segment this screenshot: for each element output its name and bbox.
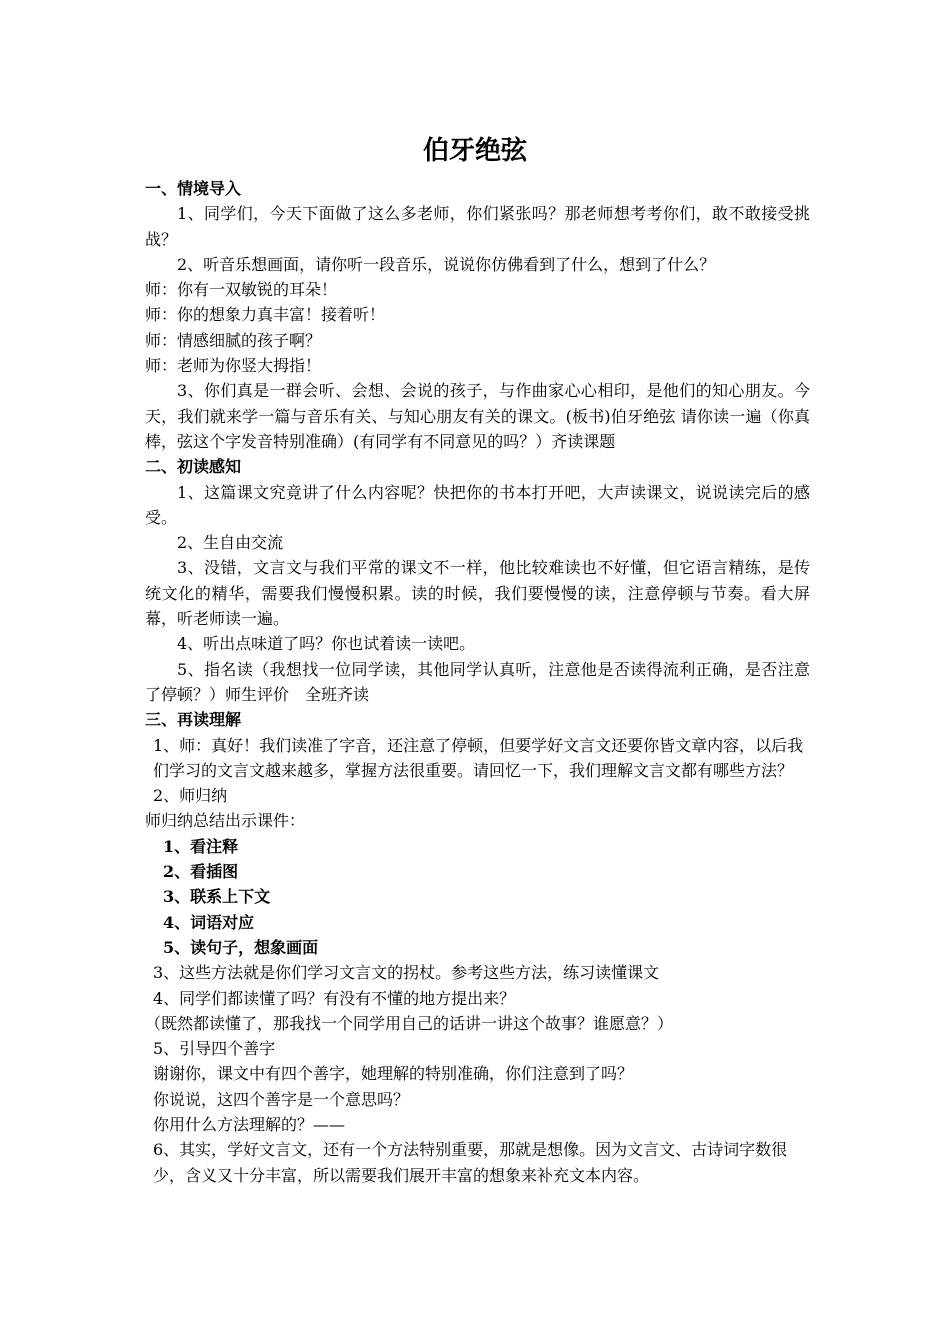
section-heading: 三、再读理解: [145, 710, 242, 730]
paragraph: 2、师归纳: [153, 786, 228, 806]
paragraph: 1、这篇课文究竟讲了什么内容呢？快把你的书本打开吧，大声读课文，说说读完后的感受。: [145, 482, 810, 527]
paragraph: 师：你有一双敏锐的耳朵！: [145, 280, 338, 300]
paragraph: 4、听出点味道了吗？你也试着读一读吧。: [177, 634, 476, 654]
section-heading: 一、情境导入: [145, 179, 242, 198]
paragraph: 4、同学们都读懂了吗？有没有不懂的地方提出来？: [153, 988, 516, 1008]
method-item: 2、看插图: [163, 862, 239, 882]
paragraph: 1、师：真好！我们读准了字音，还注意了停顿，但要学好文言文还要你皆文章内容，以后我们学习的文言文越来越多，掌握方法很重要。请回忆一下，我们理解文言文都有哪些方法？: [153, 735, 804, 780]
paragraph: 3、你们真是一群会听、会想、会说的孩子，与作曲家心心相印，是他们的知心朋友。今天，我们就来学一篇与音乐有关、与知心朋友有关的课文。(板书)伯牙绝弦 请你读一遍（你真棒，弦这个字发音特别准确）(有同学有不同意见的吗？）齐读课题: [145, 381, 810, 451]
paragraph: 2、生自由交流: [177, 533, 284, 553]
paragraph: 3、没错，文言文与我们平常的课文不一样，他比较难读也不好懂，但它语言精练，是传统文化的精华，需要我们慢慢积累。读的时候，我们要慢慢的读，注意停顿与节奏。看大屏幕，听老师读一遍。: [145, 558, 810, 629]
method-item: 4、词语对应: [163, 912, 255, 932]
paragraph: 师归纳总结出示课件：: [145, 811, 306, 831]
paragraph: 5、引导四个善字: [153, 1039, 276, 1059]
document-body: [145, 176, 810, 1188]
paragraph: 师：情感细腻的孩子啊？: [145, 330, 322, 350]
paragraph: 你用什么方法理解的？——: [153, 1114, 346, 1134]
paragraph: 1、同学们，今天下面做了这么多老师，你们紧张吗？那老师想考考你们，敢不敢接受挑战？: [145, 204, 810, 249]
paragraph: 2、听音乐想画面，请你听一段音乐，说说你仿佛看到了什么，想到了什么？: [177, 254, 716, 274]
paragraph: 你说说，这四个善字是一个意思吗？: [153, 1089, 410, 1109]
method-item: 1、看注释: [163, 836, 239, 856]
method-item: 3、联系上下文: [163, 887, 271, 907]
method-item: 5、读句子，想象画面: [163, 937, 319, 957]
paragraph: 6、其实，学好文言文，还有一个方法特别重要，那就是想像。因为文言文、古诗词字数很少，含义又十分丰富，所以需要我们展开丰富的想象来补充文本内容。: [153, 1140, 788, 1185]
paragraph: 师：老师为你竖大拇指！: [145, 356, 322, 376]
paragraph: 师：你的想象力真丰富！接着听！: [145, 305, 386, 325]
paragraph: （既然都读懂了，那我找一个同学用自己的话讲一讲这个故事？谁愿意？）: [145, 1013, 674, 1033]
paragraph: 谢谢你，课文中有四个善字，她理解的特别准确，你们注意到了吗？: [153, 1064, 634, 1084]
paragraph: 3、这些方法就是你们学习文言文的拐杖。参考这些方法，练习读懂课文: [153, 963, 660, 983]
section-heading: 二、初读感知: [145, 457, 242, 477]
page-title: 伯牙绝弦: [422, 136, 527, 166]
paragraph: 5、指名读（我想找一位同学读，其他同学认真听，注意他是否读得流利正确，是否注意了停顿？）师生评价 全班齐读: [145, 659, 810, 704]
